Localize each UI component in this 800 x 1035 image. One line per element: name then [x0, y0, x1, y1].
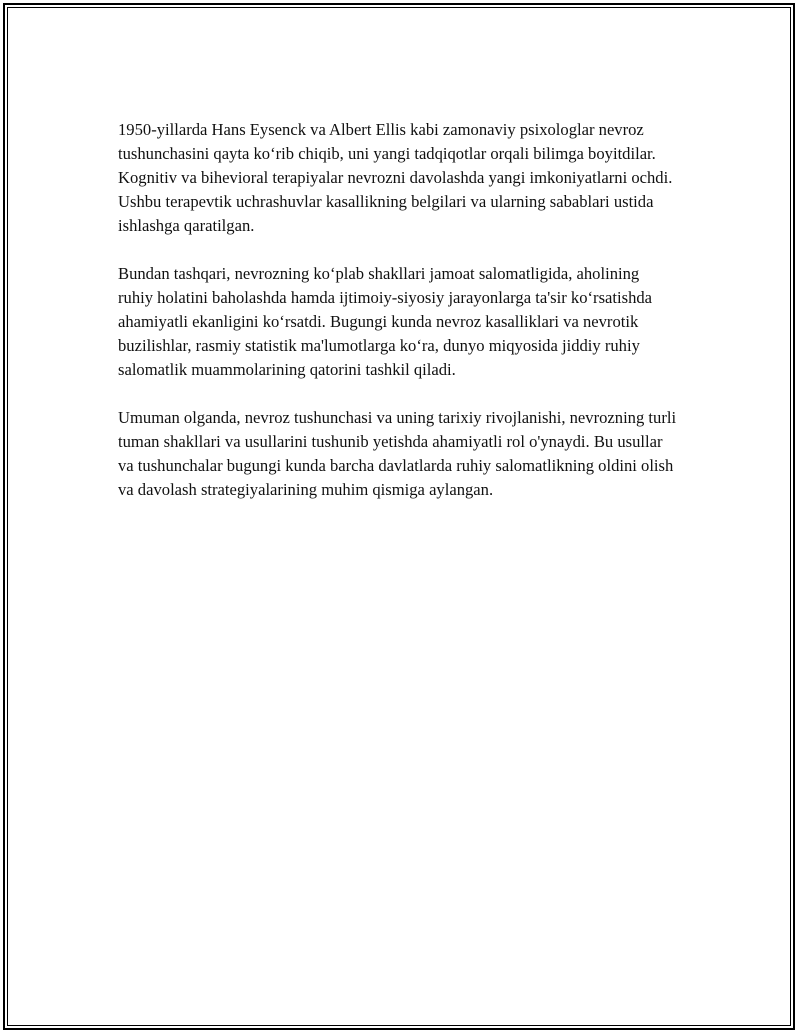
paragraph-3: Umuman olganda, nevroz tushunchasi va uning tarixiy rivojlanishi, nevrozning turli tuman shakllari va usullarini tushunib yetishda ahamiyatli rol o'ynaydi. Bu usullar va tushunchalar bugungi kunda barcha davlatlarda ruhiy salomatlikning oldini olish va davolash strategiyalarining muhim qismiga aylangan. — [118, 408, 677, 499]
document-body — [118, 118, 678, 526]
paragraph-2: Bundan tashqari, nevrozning ko‘plab shakllari jamoat salomatligida, aholining ruhiy holatini baholashda hamda ijtimoiy-siyosiy jarayonlarga ta'sir ko‘rsatishda ahamiyatli ekanligini ko‘rsatdi. Bugungi kunda nevroz kasalliklari va nevrotik buzilishlar, rasmiy statistik ma'lumotlarga ko‘ra, dunyo miqyosida jiddiy ruhiy salomatlik muammolarining qatorini tashkil qiladi. — [118, 264, 653, 379]
paragraph-1: 1950-yillarda Hans Eysenck va Albert Ellis kabi zamonaviy psixologlar nevroz tushunchasini qayta ko‘rib chiqib, uni yangi tadqiqotlar orqali bilimga boyitdilar. Kognitiv va bihevioral terapiyalar nevrozni davolashda yangi imkoniyatlarni ochdi. Ushbu terapevtik uchrashuvlar kasallikning belgilari va ularning sabablari ustida ishlashga qaratilgan. — [118, 120, 673, 235]
